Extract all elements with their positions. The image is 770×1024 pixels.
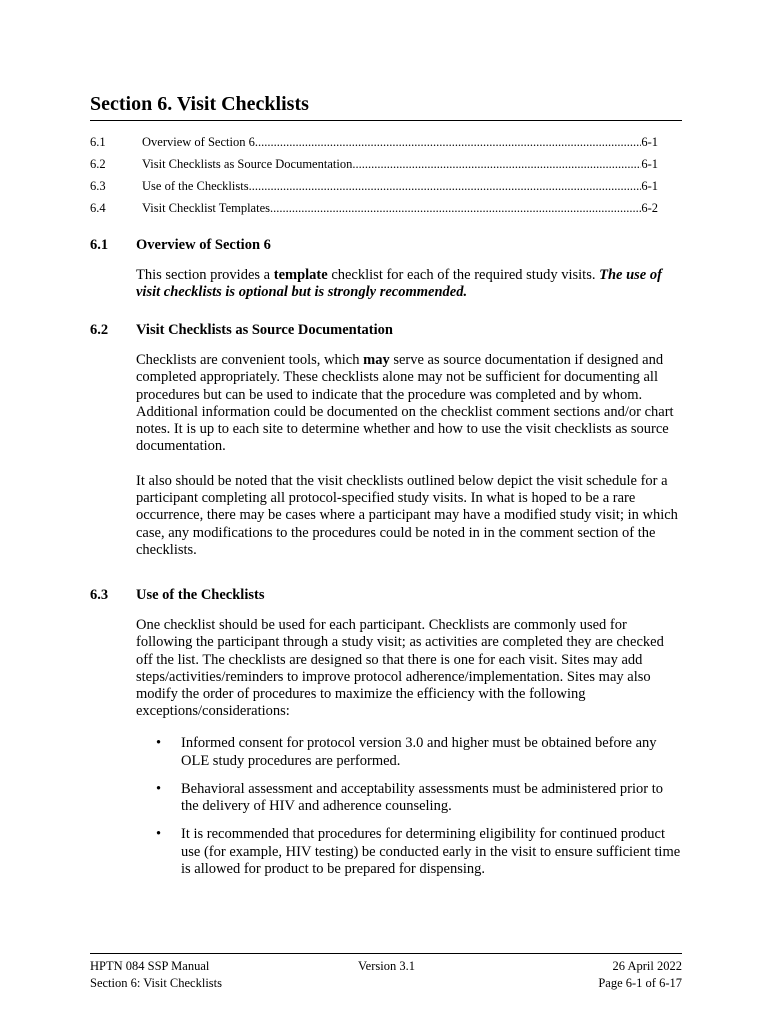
toc-number: 6.4 (90, 201, 106, 215)
footer-manual-name: HPTN 084 SSP Manual (90, 959, 210, 973)
bullet-icon: • (156, 826, 162, 843)
checklist-usage-paragraph: One checklist should be used for each participant. Checklists are commonly used for following the participant through a study visit; as activities are completed they are checked off the list. The checklists are designed so that there is one for each visit. Sites may add steps/activities/reminders to improve protocol adherence/implementation. Sites may also modify the order of procedures to maximize the efficiency with the following exceptions/considerations: (136, 617, 664, 720)
toc-entry-text: Use of the Checklists (142, 179, 249, 193)
toc-page-number: 6-2 (641, 201, 658, 215)
table-of-contents (90, 135, 658, 223)
text-run: Checklists are convenient tools, which (136, 352, 364, 368)
toc-page-number: 6-1 (641, 179, 658, 193)
toc-row-6-4[interactable] (90, 201, 658, 223)
text-run: serve as source documentation if designed and completed appropriately. These checklists alone may not be sufficient for documenting all procedures but can be used to indicate that the procedure was completed and by whom. Additional information could be documented on the checklist comment sections and/or chart notes. It is up to each site to determine whether and how to use the visit checklists as source documentation. (136, 352, 674, 455)
title-underline (90, 120, 682, 121)
footer-date: 26 April 2022 (612, 959, 682, 973)
section-heading-text: Visit Checklists as Source Documentation (136, 322, 393, 338)
section-heading-text: Overview of Section 6 (136, 237, 271, 253)
section-6-2 (90, 322, 682, 574)
list-item (136, 781, 682, 816)
section-heading-text: Use of the Checklists (136, 587, 265, 603)
source-documentation-paragraph (136, 352, 682, 456)
bold-term-may: may (363, 352, 390, 368)
section-6-3 (90, 587, 682, 878)
list-item-text: Informed consent for protocol version 3.0 and higher must be obtained before any OLE study procedures are performed. (181, 735, 657, 769)
footer-section-name: Section 6: Visit Checklists (90, 976, 223, 990)
section-number: 6.2 (90, 322, 109, 338)
bullet-icon: • (156, 780, 162, 797)
toc-leader-dots (352, 157, 641, 172)
toc-entry-text: Overview of Section 6 (142, 135, 255, 149)
list-item-text: Behavioral assessment and acceptability assessments must be administered prior to the delivery of HIV and adherence counseling. (181, 780, 664, 815)
overview-paragraph (136, 267, 682, 302)
footer-left (90, 958, 222, 992)
toc-entry-text: Visit Checklists as Source Documentation (142, 157, 353, 171)
section-number: 6.1 (90, 237, 109, 253)
section-title: Section 6. Visit Checklists (90, 93, 309, 115)
toc-leader-dots (255, 135, 642, 150)
visit-schedule-paragraph: It also should be noted that the visit checklists outlined below depict the visit schedule for a participant completing all protocol-specified study visits. In what is hoped to be a rare occurrence, there may be cases where a participant may have a modified study visit; in which case, any modifications to the procedures could be noted in in the comment section of the checklists. (136, 472, 678, 558)
toc-leader-dots (249, 179, 642, 194)
toc-row-6-2[interactable] (90, 157, 658, 179)
toc-row-6-3[interactable] (90, 179, 658, 201)
toc-row-6-1[interactable] (90, 135, 658, 157)
footer-version: Version 3.1 (358, 959, 415, 973)
section-heading (90, 587, 682, 609)
text-run: This section provides a (136, 267, 274, 283)
toc-number: 6.3 (90, 179, 106, 193)
toc-number: 6.2 (90, 157, 106, 171)
list-item (136, 735, 682, 770)
toc-number: 6.1 (90, 135, 106, 149)
section-number: 6.3 (90, 587, 109, 603)
footer-rule (90, 953, 682, 954)
toc-entry-text: Visit Checklist Templates (142, 201, 270, 215)
section-6-1 (90, 237, 682, 316)
considerations-list (136, 735, 682, 878)
emphasis-recommendation: The use of visit checklists is optional but is strongly recommended. (136, 267, 662, 301)
footer-page-number: Page 6-1 of 6-17 (598, 976, 682, 990)
list-item-text: It is recommended that procedures for determining eligibility for continued product use (for example, HIV testing) be conducted early in the visit to ensure sufficient time is allowed for product to be prepared for dispensing. (181, 826, 681, 878)
text-run: checklist for each of the required study visits. (327, 267, 600, 283)
toc-leader-dots (270, 201, 641, 216)
toc-page-number: 6-1 (641, 135, 658, 149)
section-heading (90, 322, 682, 344)
bullet-icon: • (156, 735, 162, 752)
toc-page-number: 6-1 (641, 157, 658, 171)
section-heading (90, 237, 682, 259)
list-item (136, 826, 682, 878)
bold-term-template: template (273, 267, 328, 283)
footer-right (598, 958, 682, 992)
